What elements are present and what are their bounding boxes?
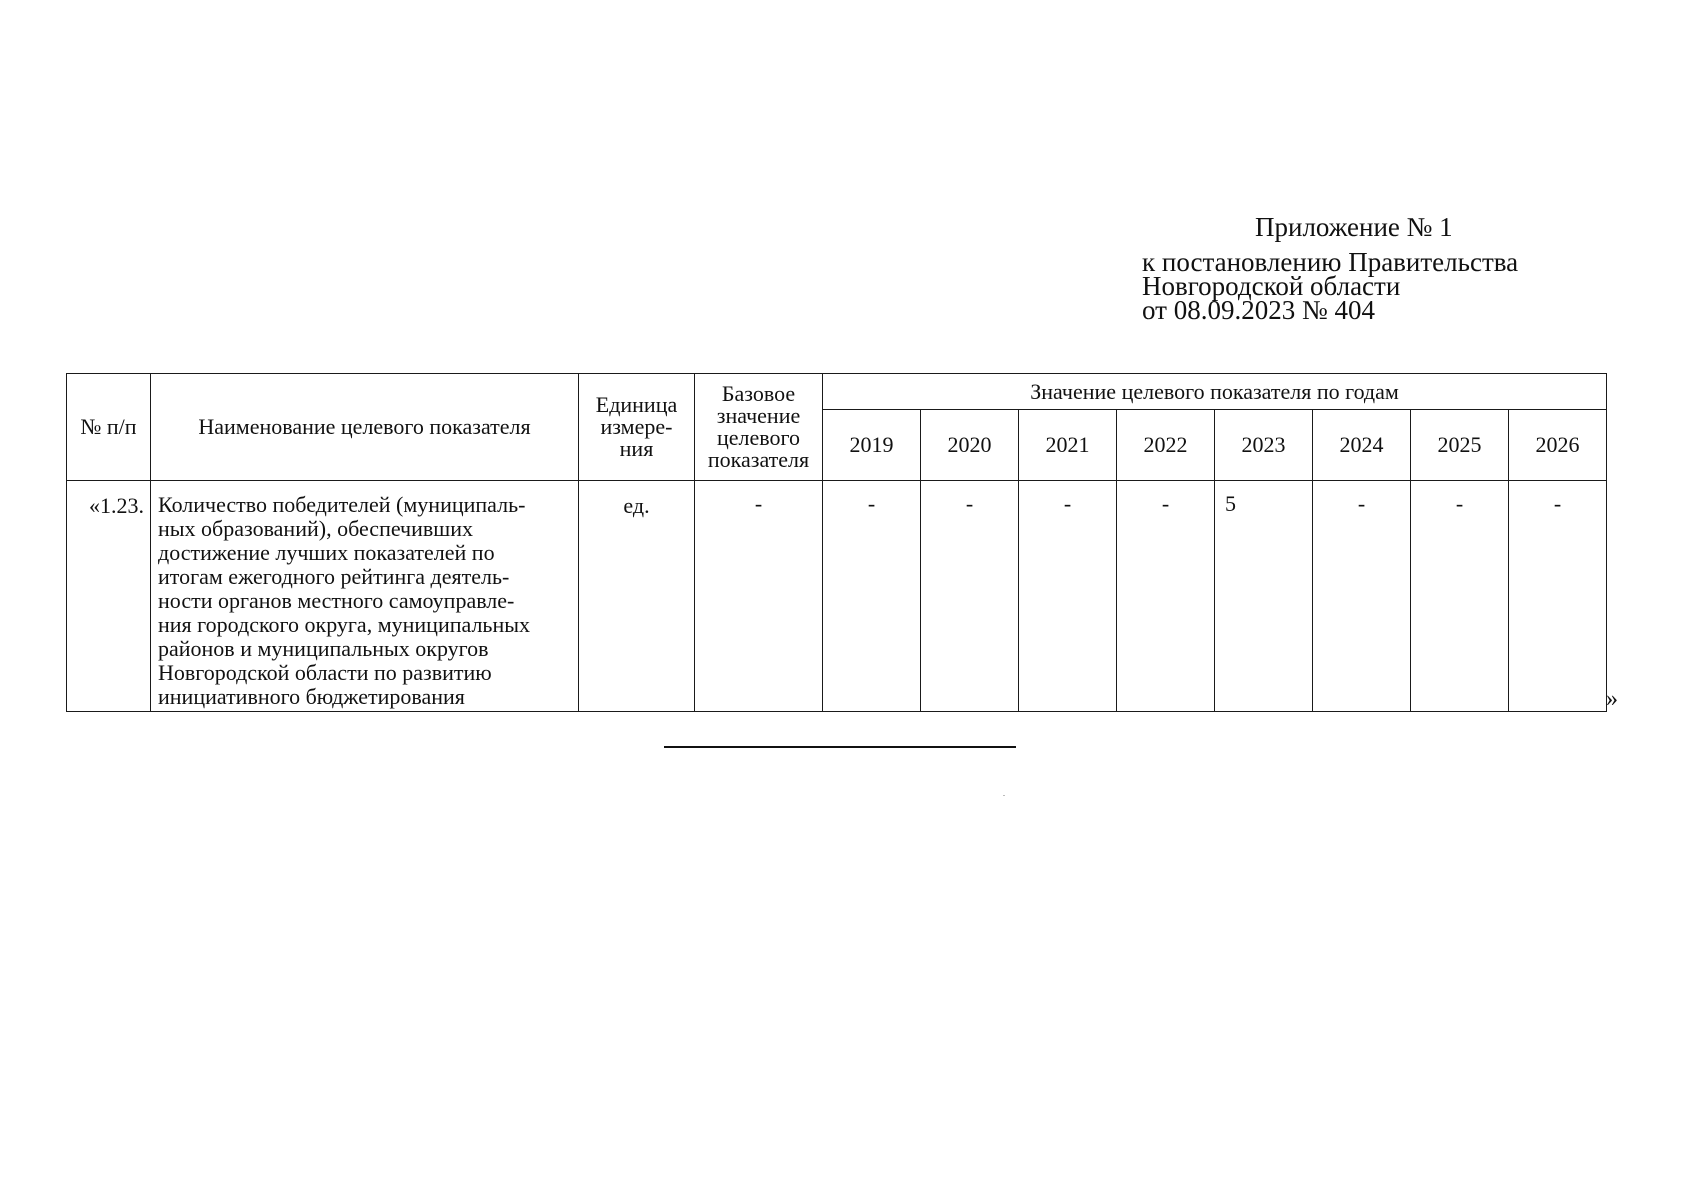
header-year: 2025 (1411, 410, 1509, 481)
header-year: 2026 (1509, 410, 1607, 481)
row-number: «1.23. (67, 481, 151, 712)
header-num: № п/п (67, 374, 151, 481)
header-year: 2022 (1117, 410, 1215, 481)
indicator-name-line: Новгородской области по развитию (158, 660, 492, 685)
indicator-name-line: районов и муниципальных округов (158, 636, 489, 661)
table-row (67, 481, 1607, 712)
separator-line (664, 746, 1016, 748)
header-year: 2023 (1215, 410, 1313, 481)
year-value: - (823, 481, 921, 712)
year-value: - (1411, 481, 1509, 712)
indicator-name-line: ния городского округа, муниципальных (158, 612, 531, 637)
closing-quote: » (1606, 686, 1618, 712)
year-value: - (1019, 481, 1117, 712)
reference-line-3: от 08.09.2023 № 404 (1142, 295, 1375, 325)
appendix-title: Приложение № 1 (1255, 212, 1453, 242)
scan-speck (1003, 795, 1005, 796)
reference-line-2: Новгородской области (1142, 271, 1401, 301)
header-years-group: Значение целевого показателя по годам (823, 374, 1607, 410)
header-unit: Единица измере- ния (579, 374, 695, 481)
target-indicator-table (66, 373, 1607, 712)
indicator-name-line: ных образований), обеспечивших (158, 516, 473, 541)
header-year: 2019 (823, 410, 921, 481)
unit-value: ед. (579, 481, 695, 712)
year-value: - (1117, 481, 1215, 712)
indicator-name-line: достижение лучших показателей по (158, 540, 495, 565)
indicator-name-line: ности органов местного самоуправле- (158, 588, 515, 613)
indicator-name (151, 481, 579, 712)
indicator-name-line: итогам ежегодного рейтинга деятель- (158, 564, 510, 589)
year-value: - (921, 481, 1019, 712)
year-value: 5 (1215, 481, 1313, 712)
year-value: - (1313, 481, 1411, 712)
base-value: - (695, 481, 823, 712)
indicator-name-line: Количество победителей (муниципаль- (158, 492, 526, 517)
year-value: - (1509, 481, 1607, 712)
reference-line-1: к постановлению Правительства (1142, 247, 1519, 277)
indicator-name-line: инициативного бюджетирования (158, 684, 465, 709)
header-year: 2021 (1019, 410, 1117, 481)
header-year: 2024 (1313, 410, 1411, 481)
header-base-value: Базовое значение целевого показателя (695, 374, 823, 481)
header-year: 2020 (921, 410, 1019, 481)
header-indicator-name: Наименование целевого показателя (151, 374, 579, 481)
document-reference (1142, 247, 1519, 325)
